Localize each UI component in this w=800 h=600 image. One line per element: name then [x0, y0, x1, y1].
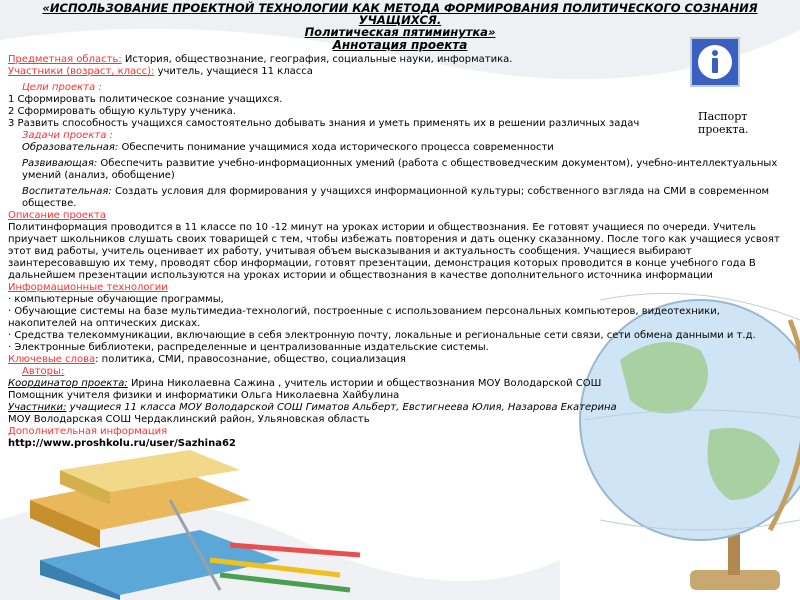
- coordinator-row: [8, 378, 792, 390]
- goal-item: 2 Сформировать общую культуру ученика.: [8, 106, 236, 117]
- additional-label: Дополнительная информация: [8, 426, 168, 437]
- task-upb-value: Создать условия для формирования у учащихся информационной культуры; собственного взгляда на СМИ в современном обществе.: [22, 186, 770, 209]
- tech-item: · Обучающие системы на базе мультимедиа-технологий, построенные с использованием персональных компьютеров, видеотехники, накопителей на оптических дисках.: [8, 306, 720, 329]
- task-developing: [8, 158, 792, 182]
- authors-heading-row: [8, 366, 792, 378]
- page-subtitle: Политическая пятиминутка»: [304, 25, 496, 39]
- annotation-heading: Аннотация проекта: [332, 38, 468, 52]
- participants-row: [8, 66, 792, 78]
- tech-item: · Средства телекоммуникации, включающие в себя электронную почту, локальные и региональные сети связи, сети обмена данными и т.д.: [8, 330, 756, 341]
- info-caption-line1: Паспорт: [698, 110, 748, 123]
- info-circle-icon: [696, 43, 734, 81]
- info-caption: [698, 110, 749, 136]
- info-icon[interactable]: [690, 37, 740, 87]
- coordinator-value: Ирина Николаевна Сажина , учитель истории и обществознания МОУ Володарской СОШ: [127, 378, 602, 389]
- keywords-row: [8, 354, 792, 366]
- coordinator-label: Координатор проекта:: [8, 378, 128, 389]
- task-upb-label: Воспитательная:: [22, 186, 112, 197]
- assistant-row: Помощник учителя физики и информатики Ольга Николаевна Хайбулина: [8, 390, 400, 401]
- description-label: Описание проекта: [8, 210, 107, 221]
- tasks-label: Задачи проекта :: [22, 130, 113, 141]
- project-url-link[interactable]: http://www.proshkolu.ru/user/Sazhina62: [8, 438, 236, 449]
- task-educational: [8, 142, 792, 154]
- task-edu-value: Обеспечить понимание учащимися хода исторического процесса современности: [118, 142, 554, 153]
- students-label: Участники:: [8, 402, 67, 413]
- keywords-label: Ключевые слова: [8, 354, 96, 365]
- task-upbringing: [8, 186, 792, 210]
- info-caption-line2: проекта.: [698, 123, 749, 136]
- goal-item: 1 Сформировать политическое сознание учащихся.: [8, 94, 283, 105]
- participants-value: учитель, учащиеся 11 класса: [154, 66, 313, 77]
- students-row: [8, 402, 792, 414]
- document-body: [8, 2, 792, 450]
- task-dev-value: Обеспечить развитие учебно-информационных умений (работа с обществоведческим документом), учебно-интеллектуальных умений (анализ, обобщение): [22, 158, 778, 181]
- subject-row: [8, 54, 792, 66]
- goal-item: 3 Развить способность учащихся самостоятельно добывать знания и уметь применять их в решении различных задач: [8, 118, 640, 129]
- goals-heading-row: [8, 82, 792, 94]
- task-edu-label: Образовательная:: [22, 142, 119, 153]
- goals-label: Цели проекта :: [22, 82, 102, 93]
- keywords-value: : политика, СМИ, правосознание, общество, социализация: [95, 354, 406, 365]
- task-dev-label: Развивающая:: [22, 158, 98, 169]
- page-title: «ИСПОЛЬЗОВАНИЕ ПРОЕКТНОЙ ТЕХНОЛОГИИ КАК МЕТОДА ФОРМИРОВАНИЯ ПОЛИТИЧЕСКОГО СОЗНАНИЯ УЧАЩИХСЯ.: [42, 1, 758, 27]
- description-text: Политинформация проводится в 11 классе по 10 -12 минут на уроках истории и обществознания. Ее готовят учащиеся по очереди. Учитель приучает школьников слушать своих товарищей с тем, чтобы избежать повторения и дать оценку сказанному. После того как учащиеся усвоят этот вид работы, учитель оценивает их работу, учитывая объем высказывания и актуальность сообщения. Учащиеся выбирают заинтересовавшую их тему, проводят сбор информации, готовят презентации, демонстрация которых проводится в конце учебного года В дальнейшем презентации используются на уроках истории и обществознания в качестве дополнительного источника информации: [8, 222, 780, 281]
- tech-label: Информационные технологии: [8, 282, 168, 293]
- additional-heading-row: [8, 426, 792, 438]
- participants-label: Участники (возраст, класс):: [8, 66, 155, 77]
- students-value: учащиеся 11 класса МОУ Володарской СОШ Гиматов Альберт, Евстигнеева Юлия, Назарова Екатерина: [66, 402, 617, 413]
- tech-heading-row: [8, 282, 792, 294]
- authors-label: Авторы:: [22, 366, 65, 377]
- tech-item: · Электронные библиотеки, распределенные и централизованные издательские системы.: [8, 342, 489, 353]
- tasks-heading-row: [8, 130, 792, 142]
- tech-item: · компьютерные обучающие программы,: [8, 294, 224, 305]
- subject-label: Предметная область:: [8, 54, 122, 65]
- subject-value: История, обществознание, география, социальные науки, информатика.: [121, 54, 513, 65]
- description-heading-row: [8, 210, 792, 222]
- school-row: МОУ Володарская СОШ Чердаклинский район, Ульяновская область: [8, 414, 370, 425]
